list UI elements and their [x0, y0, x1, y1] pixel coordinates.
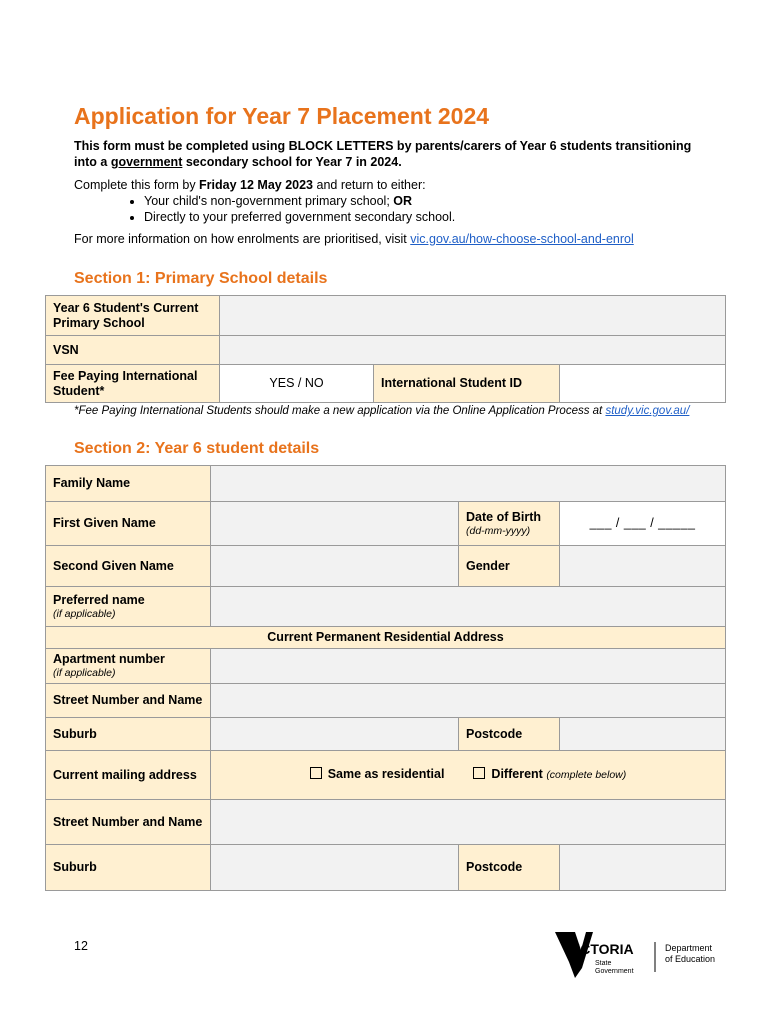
same-as-residential-option[interactable]: Same as residential	[310, 767, 445, 781]
department-line-1: Department	[665, 943, 713, 953]
apartment-number-label: Apartment number (if applicable)	[46, 649, 211, 684]
second-given-name-label: Second Given Name	[46, 546, 211, 587]
street-number-name-label: Street Number and Name	[46, 684, 211, 718]
current-school-field[interactable]	[220, 296, 726, 336]
logo-government-text: Government	[595, 968, 634, 975]
page-title: Application for Year 7 Placement 2024	[74, 103, 490, 129]
fee-paying-yes-no[interactable]: YES / NO	[220, 365, 374, 403]
current-school-label: Year 6 Student's Current Primary School	[46, 296, 220, 336]
preferred-name-hint: (if applicable)	[53, 607, 116, 620]
section-2-heading: Section 2: Year 6 student details	[74, 440, 320, 457]
victoria-wordmark: VICTORIA	[567, 941, 634, 957]
intro-text	[74, 138, 714, 247]
student-details-table	[45, 465, 726, 891]
mailing-address-label: Current mailing address	[46, 751, 211, 800]
apartment-number-field[interactable]	[211, 649, 726, 684]
mailing-postcode-label: Postcode	[459, 845, 560, 891]
mailing-suburb-label: Suburb	[46, 845, 211, 891]
section-1-heading: Section 1: Primary School details	[74, 270, 328, 287]
mailing-postcode-field[interactable]	[560, 845, 726, 891]
vsn-label: VSN	[46, 336, 220, 365]
gender-label: Gender	[459, 546, 560, 587]
list-item: • Your child's non-government primary school; OR	[144, 193, 714, 209]
different-address-option[interactable]: Different (complete below)	[473, 767, 626, 781]
preferred-name-label: Preferred name (if applicable)	[46, 587, 211, 627]
mailing-street-number-name-field[interactable]	[211, 800, 726, 845]
study-vic-link[interactable]: study.vic.gov.au/	[605, 405, 690, 417]
family-name-field[interactable]	[211, 466, 726, 502]
mailing-suburb-field[interactable]	[211, 845, 459, 891]
date-of-birth-label: Date of Birth (dd-mm-yyyy)	[459, 502, 560, 546]
apartment-number-hint: (if applicable)	[53, 667, 116, 679]
different-hint: (complete below)	[546, 769, 627, 781]
enrolment-info-link[interactable]: vic.gov.au/how-choose-school-and-enrol	[410, 232, 634, 246]
family-name-label: Family Name	[46, 466, 211, 502]
page-number: 12	[74, 939, 88, 953]
international-id-field[interactable]	[560, 365, 726, 403]
mailing-address-options	[211, 751, 726, 800]
first-given-name-label: First Given Name	[46, 502, 211, 546]
checkbox-icon[interactable]	[473, 767, 485, 779]
vsn-field[interactable]	[220, 336, 726, 365]
second-given-name-field[interactable]	[211, 546, 459, 587]
address-section-header: Current Permanent Residential Address	[46, 627, 726, 649]
date-format-hint: (dd-mm-yyyy)	[466, 524, 531, 537]
return-options-list	[74, 193, 714, 225]
postcode-field[interactable]	[560, 718, 726, 751]
list-item: • Directly to your preferred government secondary school.	[144, 209, 714, 225]
primary-school-table	[45, 295, 726, 403]
international-id-label: International Student ID	[374, 365, 560, 403]
department-line-2: of Education	[665, 954, 716, 964]
logo-state-text: State	[595, 960, 612, 967]
footnote: *Fee Paying International Students should make a new application via the Online Application Process at study.vic.gov.au/	[74, 405, 690, 417]
fee-paying-label: Fee Paying International Student*	[46, 365, 220, 403]
suburb-field[interactable]	[211, 718, 459, 751]
victoria-state-government-logo	[553, 928, 733, 982]
deadline-instruction: Complete this form by Friday 12 May 2023 and return to either:	[74, 178, 426, 192]
street-number-name-field[interactable]	[211, 684, 726, 718]
date-of-birth-field[interactable]: ___ / ___ / _____	[560, 502, 726, 546]
mailing-street-number-name-label: Street Number and Name	[46, 800, 211, 845]
suburb-label: Suburb	[46, 718, 211, 751]
postcode-label: Postcode	[459, 718, 560, 751]
checkbox-icon[interactable]	[310, 767, 322, 779]
first-given-name-field[interactable]	[211, 502, 459, 546]
instructions-block-letters: This form must be completed using BLOCK LETTERS by parents/carers of Year 6 students transitioning into a government secondary school for Year 7 in 2024.	[74, 139, 692, 169]
more-info-text: For more information on how enrolments are prioritised, visit vic.gov.au/how-choose-school-and-enrol	[74, 232, 634, 246]
gender-field[interactable]	[560, 546, 726, 587]
preferred-name-field[interactable]	[211, 587, 726, 627]
